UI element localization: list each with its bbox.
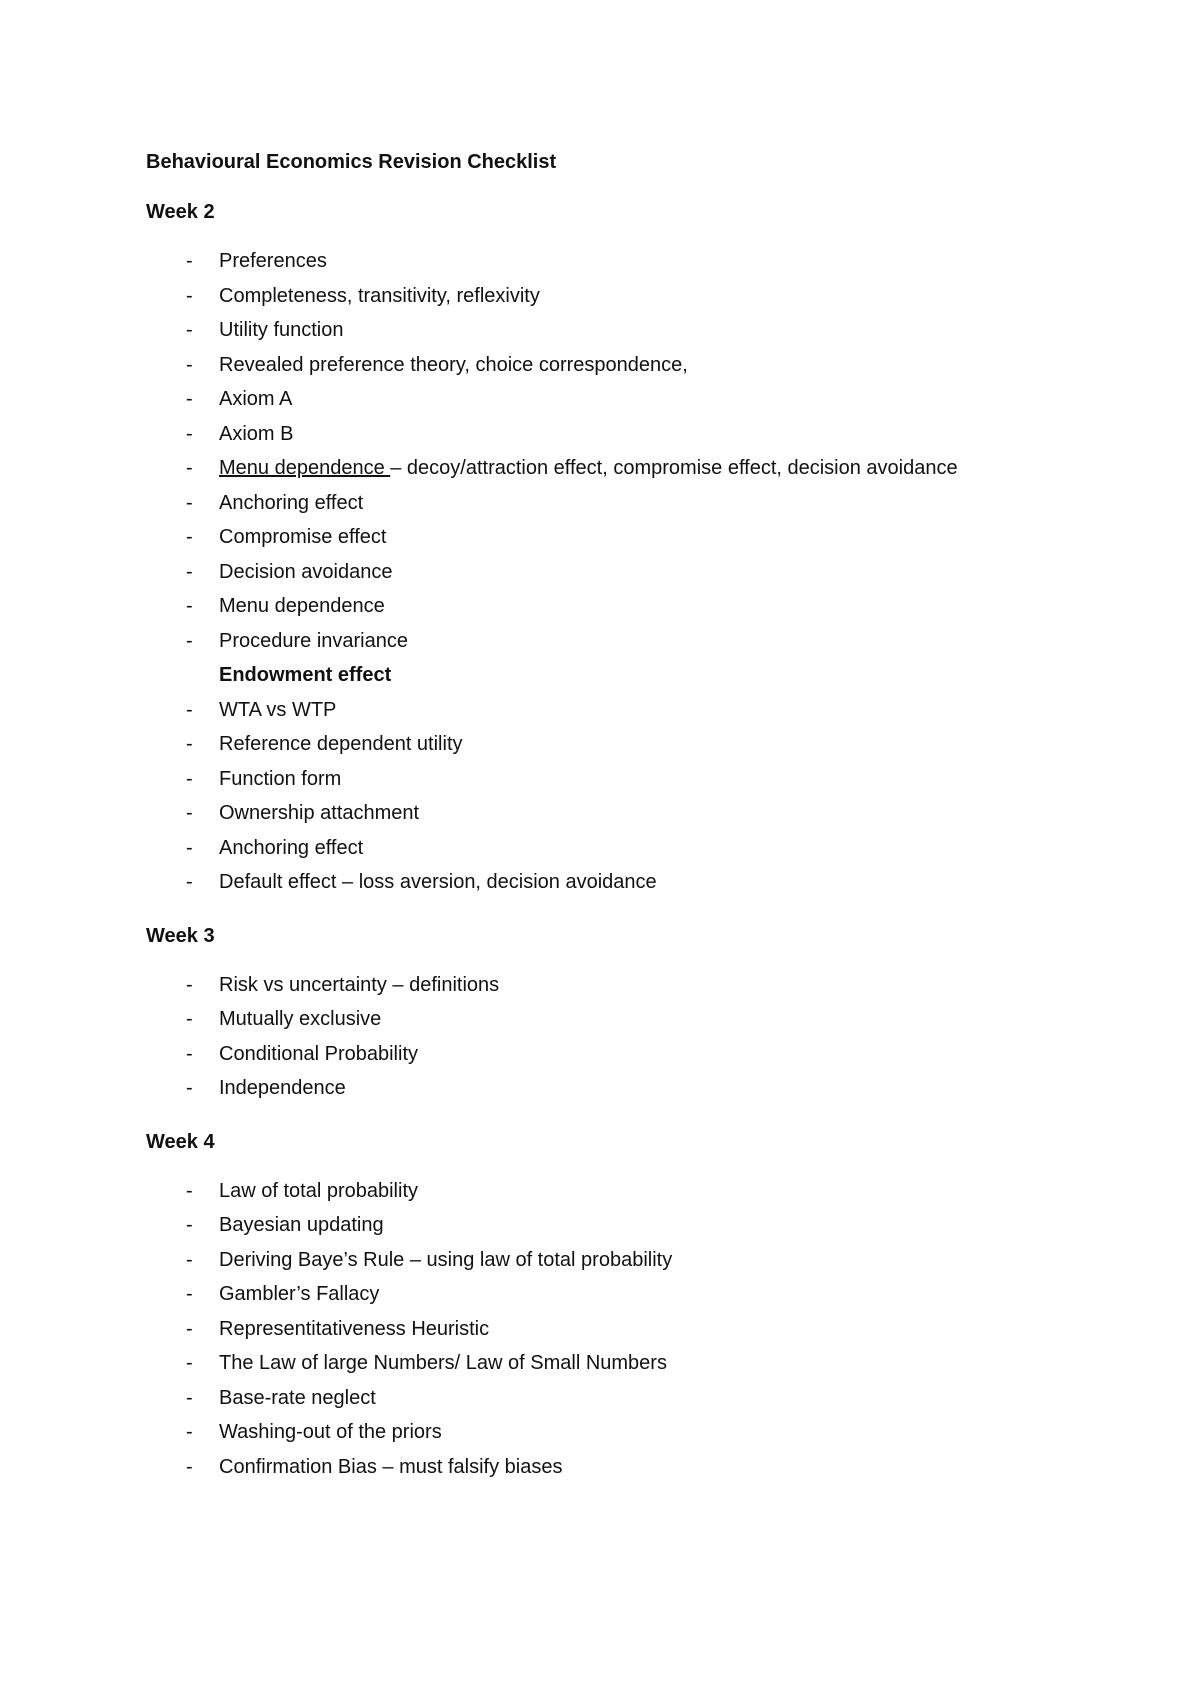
bullet-dash: -	[186, 1008, 193, 1030]
bullet-dash: -	[186, 836, 193, 859]
item-text: Law of total probability	[219, 1179, 419, 1202]
bullet-dash: -	[186, 973, 193, 996]
bullet-dash: -	[186, 1455, 193, 1478]
bullet-dash: -	[186, 767, 193, 790]
checklist-item	[146, 1346, 1046, 1381]
checklist-item	[146, 417, 1046, 452]
checklist-item	[146, 1174, 1046, 1209]
item-text: Deriving Baye’s Rule – using law of total probability	[219, 1248, 673, 1271]
bullet-dash: -	[186, 871, 193, 893]
item-text: Confirmation Bias – must falsify biases	[219, 1455, 563, 1478]
week-heading: Week 3	[146, 924, 215, 947]
bullet-dash: -	[186, 560, 193, 583]
checklist-item	[146, 313, 1046, 348]
checklist-item	[146, 1037, 1046, 1072]
bullet-dash: -	[186, 250, 193, 272]
item-text: The Law of large Numbers/ Law of Small Numbers	[219, 1352, 667, 1374]
document-body	[146, 146, 1046, 1504]
item-text: Base-rate neglect	[219, 1386, 376, 1409]
item-text: Procedure invariance	[219, 629, 408, 652]
item-text: Revealed preference theory, choice correspondence,	[219, 353, 688, 376]
item-text: Endowment effect	[219, 664, 392, 686]
item-text: Risk vs uncertainty – definitions	[219, 973, 500, 996]
checklist-item	[146, 555, 1046, 590]
checklist	[146, 968, 1046, 1106]
week-heading: Week 4	[146, 1130, 215, 1153]
week-section	[146, 920, 1046, 1106]
bullet-dash: -	[186, 1421, 193, 1443]
week-heading: Week 2	[146, 201, 215, 223]
item-text: Axiom A	[219, 388, 293, 410]
item-text: Representitativeness Heuristic	[219, 1317, 490, 1340]
item-text: Mutually exclusive	[219, 1008, 382, 1030]
bullet-dash: -	[186, 1077, 193, 1099]
item-text: Completeness, transitivity, reflexivity	[219, 284, 540, 307]
bullet-dash: -	[186, 1179, 193, 1202]
document-title: Behavioural Economics Revision Checklist	[146, 151, 557, 173]
item-text: Menu dependence	[219, 595, 385, 617]
checklist-item	[146, 520, 1046, 555]
item-text: Anchoring effect	[219, 491, 364, 514]
checklist-item	[146, 727, 1046, 762]
item-text: Function form	[219, 767, 342, 790]
bullet-dash: -	[186, 457, 193, 479]
checklist-item	[146, 589, 1046, 624]
bullet-dash: -	[186, 353, 193, 376]
weeks-container	[146, 196, 1046, 1484]
bullet-dash: -	[186, 698, 193, 721]
item-text: Default effect – loss aversion, decision avoidance	[219, 871, 657, 893]
bullet-dash: -	[186, 1317, 193, 1340]
checklist-item	[146, 624, 1046, 659]
item-text: Gambler’s Fallacy	[219, 1283, 380, 1305]
checklist-item	[146, 382, 1046, 417]
checklist-item	[146, 796, 1046, 831]
bullet-dash: -	[186, 1042, 193, 1065]
item-text: Washing-out of the priors	[219, 1421, 442, 1443]
bullet-dash: -	[186, 802, 193, 824]
checklist-item	[146, 279, 1046, 314]
checklist-item	[146, 244, 1046, 279]
bullet-dash: -	[186, 526, 193, 548]
checklist	[146, 1174, 1046, 1485]
bullet-dash: -	[186, 629, 193, 652]
checklist-item	[146, 1243, 1046, 1278]
bullet-dash: -	[186, 595, 193, 617]
week-section	[146, 1126, 1046, 1485]
item-text: Axiom B	[219, 422, 294, 445]
item-text: Independence	[219, 1077, 346, 1099]
item-text: Preferences	[219, 250, 327, 272]
bullet-dash: -	[186, 1352, 193, 1374]
checklist-item	[146, 1450, 1046, 1485]
item-text: Compromise effect	[219, 526, 387, 548]
bullet-dash: -	[186, 284, 193, 307]
bullet-dash: -	[186, 1214, 193, 1236]
item-text: Anchoring effect	[219, 836, 364, 859]
checklist-item	[146, 693, 1046, 728]
item-text: – decoy/attraction effect, compromise effect, decision avoidance	[390, 457, 958, 479]
item-text: Utility function	[219, 319, 344, 341]
checklist-item	[146, 1071, 1046, 1106]
checklist-item	[146, 486, 1046, 521]
bullet-dash: -	[186, 1248, 193, 1271]
bullet-dash: -	[186, 1386, 193, 1409]
checklist-item	[146, 1277, 1046, 1312]
bullet-dash: -	[186, 422, 193, 445]
checklist-subheading	[146, 658, 1046, 693]
item-text: WTA vs WTP	[219, 698, 337, 721]
checklist-item	[146, 831, 1046, 866]
item-text: Decision avoidance	[219, 560, 393, 583]
checklist-item	[146, 1312, 1046, 1347]
checklist	[146, 244, 1046, 900]
item-text: Bayesian updating	[219, 1214, 384, 1236]
item-text: Conditional Probability	[219, 1042, 419, 1065]
checklist-item	[146, 865, 1046, 900]
bullet-dash: -	[186, 733, 193, 755]
checklist-item	[146, 348, 1046, 383]
checklist-item	[146, 451, 1046, 486]
checklist-item	[146, 1002, 1046, 1037]
bullet-dash: -	[186, 491, 193, 514]
item-text: Ownership attachment	[219, 802, 420, 824]
bullet-dash: -	[186, 388, 193, 410]
week-section	[146, 196, 1046, 900]
item-text: Reference dependent utility	[219, 733, 463, 755]
checklist-item	[146, 762, 1046, 797]
underlined-term: Menu dependence	[219, 457, 391, 479]
checklist-item	[146, 968, 1046, 1003]
checklist-item	[146, 1381, 1046, 1416]
checklist-item	[146, 1208, 1046, 1243]
bullet-dash: -	[186, 319, 193, 341]
bullet-dash: -	[186, 1283, 193, 1305]
checklist-item	[146, 1415, 1046, 1450]
